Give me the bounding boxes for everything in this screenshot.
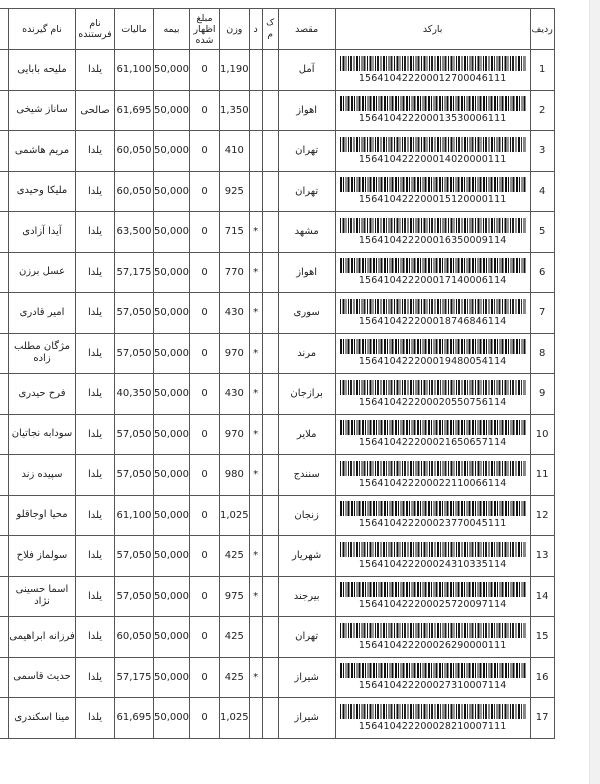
cell-barcode (335, 576, 530, 617)
barcode-bars-icon (340, 704, 526, 719)
barcode (336, 218, 530, 246)
cell-tax: 61,695 (115, 90, 154, 131)
table-row (0, 333, 554, 374)
cell-destination: ملایر (278, 414, 335, 455)
cell-km (262, 617, 278, 658)
barcode-number: 156410422200028210007111 (358, 720, 507, 732)
cell-insurance: 50,000 (154, 131, 190, 172)
cell-row-no: 14 (530, 576, 554, 617)
cell-km (262, 495, 278, 536)
cell-km (262, 212, 278, 253)
barcode-bars-icon (340, 380, 526, 395)
cell-sender-name: یلدا (76, 50, 115, 91)
cell-sender-name: یلدا (76, 576, 115, 617)
cell-destination: برازجان (278, 374, 335, 415)
header-receiver-name: نام گیرنده (9, 9, 76, 50)
cell-declared-amount: 0 (190, 90, 220, 131)
cell-receiver-name: فرح حیدری (9, 374, 76, 415)
barcode-number: 156410422200025720097114 (358, 599, 507, 611)
cell-row-no: 4 (530, 171, 554, 212)
cell-sender-name: یلدا (76, 171, 115, 212)
cell-barcode (335, 617, 530, 658)
table-row (0, 698, 554, 739)
cell-destination: مرند (278, 333, 335, 374)
header-destination: مقصد (278, 9, 335, 50)
cell-sender-name: یلدا (76, 333, 115, 374)
cell-weight: 980 (220, 455, 250, 496)
cell-declared-amount: 0 (190, 576, 220, 617)
cell-receiver-name: ملیحه بابایی (9, 50, 76, 91)
cell-tax: 57,050 (115, 576, 154, 617)
cell-row-no: 10 (530, 414, 554, 455)
cell-d (249, 698, 262, 739)
cell-tax: 60,050 (115, 617, 154, 658)
cell-tax: 57,050 (115, 455, 154, 496)
header-extra (0, 9, 9, 50)
cell-insurance: 50,000 (154, 455, 190, 496)
cell-d (249, 50, 262, 91)
cell-tax: 57,175 (115, 252, 154, 293)
cell-declared-amount: 0 (190, 252, 220, 293)
barcode-bars-icon (340, 501, 526, 516)
cell-destination: بیرجند (278, 576, 335, 617)
cell-barcode (335, 50, 530, 91)
cell-extra (0, 495, 9, 536)
cell-declared-amount: 0 (190, 50, 220, 91)
cell-receiver-name: سولماز فلاح (9, 536, 76, 577)
cell-insurance: 50,000 (154, 536, 190, 577)
barcode-bars-icon (340, 56, 526, 71)
cell-extra (0, 212, 9, 253)
cell-receiver-name: امیر قادری (9, 293, 76, 334)
cell-insurance: 50,000 (154, 414, 190, 455)
cell-row-no: 16 (530, 657, 554, 698)
cell-tax: 61,695 (115, 698, 154, 739)
cell-sender-name: یلدا (76, 374, 115, 415)
cell-km (262, 414, 278, 455)
cell-declared-amount: 0 (190, 495, 220, 536)
cell-d: * (249, 455, 262, 496)
cell-extra (0, 657, 9, 698)
barcode-number: 156410422200021650657114 (358, 437, 507, 449)
barcode-number: 156410422200015120000111 (358, 194, 507, 206)
cell-sender-name: یلدا (76, 617, 115, 658)
cell-sender-name: یلدا (76, 657, 115, 698)
barcode-number: 156410422200014020000111 (358, 153, 507, 165)
cell-insurance: 50,000 (154, 50, 190, 91)
barcode-bars-icon (340, 258, 526, 273)
table-row (0, 657, 554, 698)
table-row (0, 414, 554, 455)
barcode-bars-icon (340, 96, 526, 111)
cell-insurance: 50,000 (154, 333, 190, 374)
cell-extra (0, 293, 9, 334)
cell-row-no: 1 (530, 50, 554, 91)
barcode-number: 156410422200023770045111 (358, 518, 507, 530)
cell-barcode (335, 657, 530, 698)
cell-tax: 60,050 (115, 171, 154, 212)
cell-row-no: 12 (530, 495, 554, 536)
header-declared-amount: مبلغ اظهار شده (190, 9, 220, 50)
header-km: ک م (262, 9, 278, 50)
cell-tax: 61,100 (115, 495, 154, 536)
cell-receiver-name: سودابه نجاتیان (9, 414, 76, 455)
cell-extra (0, 536, 9, 577)
barcode-bars-icon (340, 542, 526, 557)
cell-weight: 715 (220, 212, 250, 253)
cell-destination: شهریار (278, 536, 335, 577)
barcode-number: 156410422200012700046111 (358, 72, 507, 84)
cell-extra (0, 455, 9, 496)
cell-receiver-name: ملیکا وحیدی (9, 171, 76, 212)
cell-d: * (249, 576, 262, 617)
cell-destination: زنجان (278, 495, 335, 536)
cell-d (249, 495, 262, 536)
cell-km (262, 293, 278, 334)
barcode-bars-icon (340, 299, 526, 314)
cell-insurance: 50,000 (154, 657, 190, 698)
header-tax: مالیات (115, 9, 154, 50)
cell-weight: 425 (220, 617, 250, 658)
barcode-bars-icon (340, 137, 526, 152)
cell-declared-amount: 0 (190, 617, 220, 658)
cell-weight: 425 (220, 657, 250, 698)
cell-destination: تهران (278, 171, 335, 212)
table-body (0, 50, 554, 739)
cell-barcode (335, 495, 530, 536)
cell-tax: 57,175 (115, 657, 154, 698)
cell-barcode (335, 536, 530, 577)
cell-km (262, 698, 278, 739)
cell-tax: 61,100 (115, 50, 154, 91)
cell-row-no: 5 (530, 212, 554, 253)
cell-barcode (335, 131, 530, 172)
cell-insurance: 50,000 (154, 252, 190, 293)
header-sender-name: نام فرستنده (76, 9, 115, 50)
cell-d (249, 131, 262, 172)
table-row (0, 171, 554, 212)
cell-sender-name: یلدا (76, 698, 115, 739)
cell-extra (0, 131, 9, 172)
barcode (336, 663, 530, 691)
cell-row-no: 8 (530, 333, 554, 374)
barcode (336, 501, 530, 529)
scrollbar-track[interactable] (589, 0, 600, 784)
cell-km (262, 576, 278, 617)
cell-declared-amount: 0 (190, 171, 220, 212)
barcode-number: 156410422200017140006114 (358, 275, 507, 287)
cell-destination: اهواز (278, 252, 335, 293)
cell-extra (0, 333, 9, 374)
cell-extra (0, 576, 9, 617)
cell-sender-name: یلدا (76, 293, 115, 334)
cell-sender-name: یلدا (76, 131, 115, 172)
barcode-bars-icon (340, 339, 526, 354)
header-weight: وزن (220, 9, 250, 50)
cell-receiver-name: سپیده زند (9, 455, 76, 496)
cell-barcode (335, 212, 530, 253)
barcode-number: 156410422200013530006111 (358, 113, 507, 125)
cell-barcode (335, 698, 530, 739)
cell-extra (0, 252, 9, 293)
cell-d: * (249, 374, 262, 415)
cell-d: * (249, 293, 262, 334)
cell-sender-name: یلدا (76, 212, 115, 253)
cell-declared-amount: 0 (190, 536, 220, 577)
cell-km (262, 171, 278, 212)
cell-d: * (249, 536, 262, 577)
cell-destination: مشهد (278, 212, 335, 253)
cell-barcode (335, 252, 530, 293)
cell-destination: سنندج (278, 455, 335, 496)
cell-weight: 425 (220, 536, 250, 577)
cell-sender-name: یلدا (76, 455, 115, 496)
cell-receiver-name: اسما حسینی نژاد (9, 576, 76, 617)
cell-weight: 1,025 (220, 495, 250, 536)
cell-sender-name: یلدا (76, 252, 115, 293)
cell-row-no: 7 (530, 293, 554, 334)
cell-barcode (335, 333, 530, 374)
barcode (336, 461, 530, 489)
barcode-bars-icon (340, 623, 526, 638)
barcode-number: 156410422200019480054114 (358, 356, 507, 368)
cell-weight: 975 (220, 576, 250, 617)
barcode-bars-icon (340, 218, 526, 233)
cell-receiver-name: مریم هاشمی (9, 131, 76, 172)
cell-weight: 970 (220, 414, 250, 455)
cell-receiver-name: حدیث قاسمی (9, 657, 76, 698)
cell-sender-name: صالحی (76, 90, 115, 131)
shipment-manifest-table (0, 8, 555, 739)
table-row (0, 131, 554, 172)
cell-sender-name: یلدا (76, 495, 115, 536)
cell-tax: 57,050 (115, 293, 154, 334)
cell-declared-amount: 0 (190, 414, 220, 455)
cell-insurance: 50,000 (154, 374, 190, 415)
table-row (0, 576, 554, 617)
cell-km (262, 50, 278, 91)
barcode (336, 420, 530, 448)
table-row (0, 536, 554, 577)
cell-insurance: 50,000 (154, 293, 190, 334)
cell-barcode (335, 90, 530, 131)
cell-declared-amount: 0 (190, 657, 220, 698)
cell-destination: اهواز (278, 90, 335, 131)
cell-tax: 63,500 (115, 212, 154, 253)
barcode-number: 156410422200016350009114 (358, 234, 507, 246)
cell-km (262, 536, 278, 577)
barcode-bars-icon (340, 420, 526, 435)
cell-barcode (335, 374, 530, 415)
cell-insurance: 50,000 (154, 576, 190, 617)
cell-declared-amount: 0 (190, 455, 220, 496)
cell-weight: 770 (220, 252, 250, 293)
cell-declared-amount: 0 (190, 374, 220, 415)
cell-tax: 60,050 (115, 131, 154, 172)
barcode-number: 156410422200018746846114 (358, 315, 507, 327)
cell-sender-name: یلدا (76, 536, 115, 577)
cell-declared-amount: 0 (190, 212, 220, 253)
cell-barcode (335, 171, 530, 212)
barcode (336, 582, 530, 610)
cell-tax: 57,050 (115, 536, 154, 577)
cell-row-no: 6 (530, 252, 554, 293)
cell-extra (0, 414, 9, 455)
barcode-number: 156410422200020550756114 (358, 396, 507, 408)
cell-insurance: 50,000 (154, 90, 190, 131)
cell-destination: آمل (278, 50, 335, 91)
cell-weight: 925 (220, 171, 250, 212)
cell-d (249, 617, 262, 658)
barcode (336, 299, 530, 327)
cell-weight: 1,350 (220, 90, 250, 131)
cell-extra (0, 50, 9, 91)
table-row (0, 455, 554, 496)
cell-row-no: 3 (530, 131, 554, 172)
cell-km (262, 455, 278, 496)
cell-extra (0, 90, 9, 131)
cell-row-no: 9 (530, 374, 554, 415)
cell-km (262, 657, 278, 698)
cell-d: * (249, 252, 262, 293)
cell-d: * (249, 212, 262, 253)
cell-barcode (335, 455, 530, 496)
cell-d: * (249, 657, 262, 698)
cell-receiver-name: محیا اوجاقلو (9, 495, 76, 536)
cell-row-no: 2 (530, 90, 554, 131)
barcode (336, 137, 530, 165)
cell-receiver-name: مینا اسکندری (9, 698, 76, 739)
barcode-bars-icon (340, 461, 526, 476)
cell-declared-amount: 0 (190, 293, 220, 334)
table-row (0, 252, 554, 293)
cell-row-no: 17 (530, 698, 554, 739)
header-barcode: بارکد (335, 9, 530, 50)
cell-insurance: 50,000 (154, 171, 190, 212)
header-row-no: ردیف (530, 9, 554, 50)
cell-declared-amount: 0 (190, 698, 220, 739)
cell-insurance: 50,000 (154, 698, 190, 739)
cell-barcode (335, 414, 530, 455)
cell-d: * (249, 333, 262, 374)
cell-receiver-name: آیدا آزادی (9, 212, 76, 253)
cell-declared-amount: 0 (190, 131, 220, 172)
barcode (336, 96, 530, 124)
cell-weight: 410 (220, 131, 250, 172)
cell-row-no: 13 (530, 536, 554, 577)
barcode (336, 704, 530, 732)
barcode (336, 56, 530, 84)
cell-insurance: 50,000 (154, 617, 190, 658)
cell-receiver-name: عسل برزن (9, 252, 76, 293)
cell-receiver-name: مژگان مطلب زاده (9, 333, 76, 374)
table-row (0, 495, 554, 536)
cell-insurance: 50,000 (154, 495, 190, 536)
cell-tax: 57,050 (115, 333, 154, 374)
cell-km (262, 131, 278, 172)
cell-weight: 1,025 (220, 698, 250, 739)
barcode-bars-icon (340, 177, 526, 192)
cell-d (249, 90, 262, 131)
cell-sender-name: یلدا (76, 414, 115, 455)
cell-weight: 430 (220, 293, 250, 334)
cell-insurance: 50,000 (154, 212, 190, 253)
cell-row-no: 15 (530, 617, 554, 658)
cell-extra (0, 171, 9, 212)
cell-declared-amount: 0 (190, 333, 220, 374)
table-row (0, 293, 554, 334)
cell-weight: 970 (220, 333, 250, 374)
cell-extra (0, 698, 9, 739)
cell-destination: شیراز (278, 657, 335, 698)
header-d: د (249, 9, 262, 50)
cell-tax: 40,350 (115, 374, 154, 415)
barcode-number: 156410422200022110066114 (358, 477, 507, 489)
barcode (336, 339, 530, 367)
barcode (336, 542, 530, 570)
barcode-bars-icon (340, 663, 526, 678)
cell-destination: تهران (278, 617, 335, 658)
cell-extra (0, 617, 9, 658)
cell-destination: شیراز (278, 698, 335, 739)
cell-km (262, 252, 278, 293)
table-row (0, 212, 554, 253)
barcode (336, 177, 530, 205)
barcode-number: 156410422200027310007114 (358, 680, 507, 692)
table-header-row (0, 9, 554, 50)
cell-km (262, 333, 278, 374)
cell-d (249, 171, 262, 212)
table-row (0, 617, 554, 658)
barcode (336, 623, 530, 651)
barcode-number: 156410422200024310335114 (358, 558, 507, 570)
cell-barcode (335, 293, 530, 334)
barcode (336, 258, 530, 286)
cell-weight: 1,190 (220, 50, 250, 91)
cell-receiver-name: ساناز شیخی (9, 90, 76, 131)
barcode-bars-icon (340, 582, 526, 597)
cell-weight: 430 (220, 374, 250, 415)
table-row (0, 90, 554, 131)
cell-extra (0, 374, 9, 415)
cell-destination: سوری (278, 293, 335, 334)
cell-tax: 57,050 (115, 414, 154, 455)
cell-destination: تهران (278, 131, 335, 172)
barcode-number: 156410422200026290000111 (358, 639, 507, 651)
header-insurance: بیمه (154, 9, 190, 50)
cell-d: * (249, 414, 262, 455)
cell-km (262, 90, 278, 131)
barcode (336, 380, 530, 408)
cell-receiver-name: فرزانه ابراهیمی (9, 617, 76, 658)
table-row (0, 374, 554, 415)
table-row (0, 50, 554, 91)
cell-row-no: 11 (530, 455, 554, 496)
cell-km (262, 374, 278, 415)
